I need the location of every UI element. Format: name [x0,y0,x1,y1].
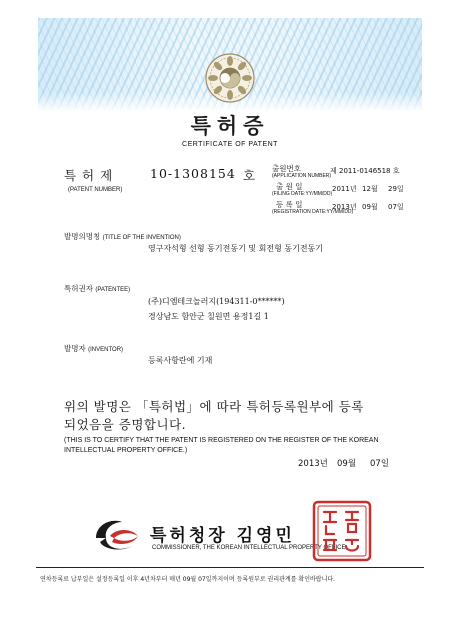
declaration-line-2: 되었음을 증명합니다. [64,417,187,432]
patent-number-suffix: 호 [243,168,257,183]
patent-number-label: 특 허 제 [64,168,114,183]
national-emblem-icon [204,52,256,104]
registration-day: 07일 [388,203,404,211]
patentee-section-label [64,283,130,294]
registration-date-label: 등 록 일 [276,200,303,209]
registration-date-label-en: (REGISTRATION DATE:YY/MM/DD) [272,209,354,215]
patentee-label-en: (PATENTEE) [95,287,131,293]
footer-note: 연차등록료 납부일은 설정등록일 이후 4년차부터 매년 09월 07일까지이며 등록원부로 권리관계를 확인바랍니다. [40,576,336,583]
registration-year: 2013년 [332,203,357,211]
inventor-label: 발명자 [64,344,86,353]
invention-section-label [64,231,181,242]
official-seal-icon [312,500,372,562]
commissioner-name: 특허청장 김영민 [150,526,295,546]
patent-number-label-en: (PATENT NUMBER) [68,187,123,193]
application-number-value: 제 2011-0146518 호 [330,167,400,175]
patentee-name: (주)디엠테크놀러지(194311-0******) [148,297,285,306]
declaration-en-line-2: INTELLECTUAL PROPERTY OFFICE.) [64,447,188,454]
filing-date-label-en: (FILING DATE:YY/MM/DD) [272,191,333,197]
filing-month: 12월 [362,185,378,193]
application-number-label-en: (APPLICATION NUMBER) [272,173,332,179]
issue-month: 09월 [337,459,357,469]
issue-year: 2013년 [298,459,328,469]
filing-year: 2011년 [332,185,357,193]
application-number-label: 출원번호 [272,164,301,173]
certificate-title: 특허증 [190,114,270,138]
inventor-label-en: (INVENTOR) [88,347,124,353]
declaration-en-line-1: (THIS IS TO CERTIFY THAT THE PATENT IS REGISTERED ON THE REGISTER OF THE KOREAN [64,437,379,444]
filing-date-label: 출 원 일 [276,182,303,191]
certificate-subtitle: CERTIFICATE OF PATENT [182,141,278,148]
invention-label: 발명의명칭 [64,232,101,241]
patent-number-value: 10-1308154 [150,166,236,181]
declaration-line-1: 위의 발명은 「특허법」에 따라 특허등록원부에 등록 [64,399,364,414]
invention-title-value: 영구자석형 선형 동기전동기 및 회전형 동기전동기 [148,244,324,253]
inventor-value: 등록사항란에 기재 [148,356,213,365]
patentee-address: 경상남도 함안군 칠원면 용정1길 1 [148,312,269,321]
inventor-section-label [64,343,123,354]
registration-month: 09월 [362,203,378,211]
footer-divider [36,567,424,568]
issue-day: 07일 [370,459,390,469]
filing-day: 29일 [388,185,404,193]
kipo-logo-icon [92,516,142,554]
patentee-label: 특허권자 [64,284,93,293]
invention-label-en: (TITLE OF THE INVENTION) [102,235,181,241]
commissioner-title-en: COMMISSIONER, THE KOREAN INTELLECTUAL PROPERTY OFFICE [152,545,346,551]
